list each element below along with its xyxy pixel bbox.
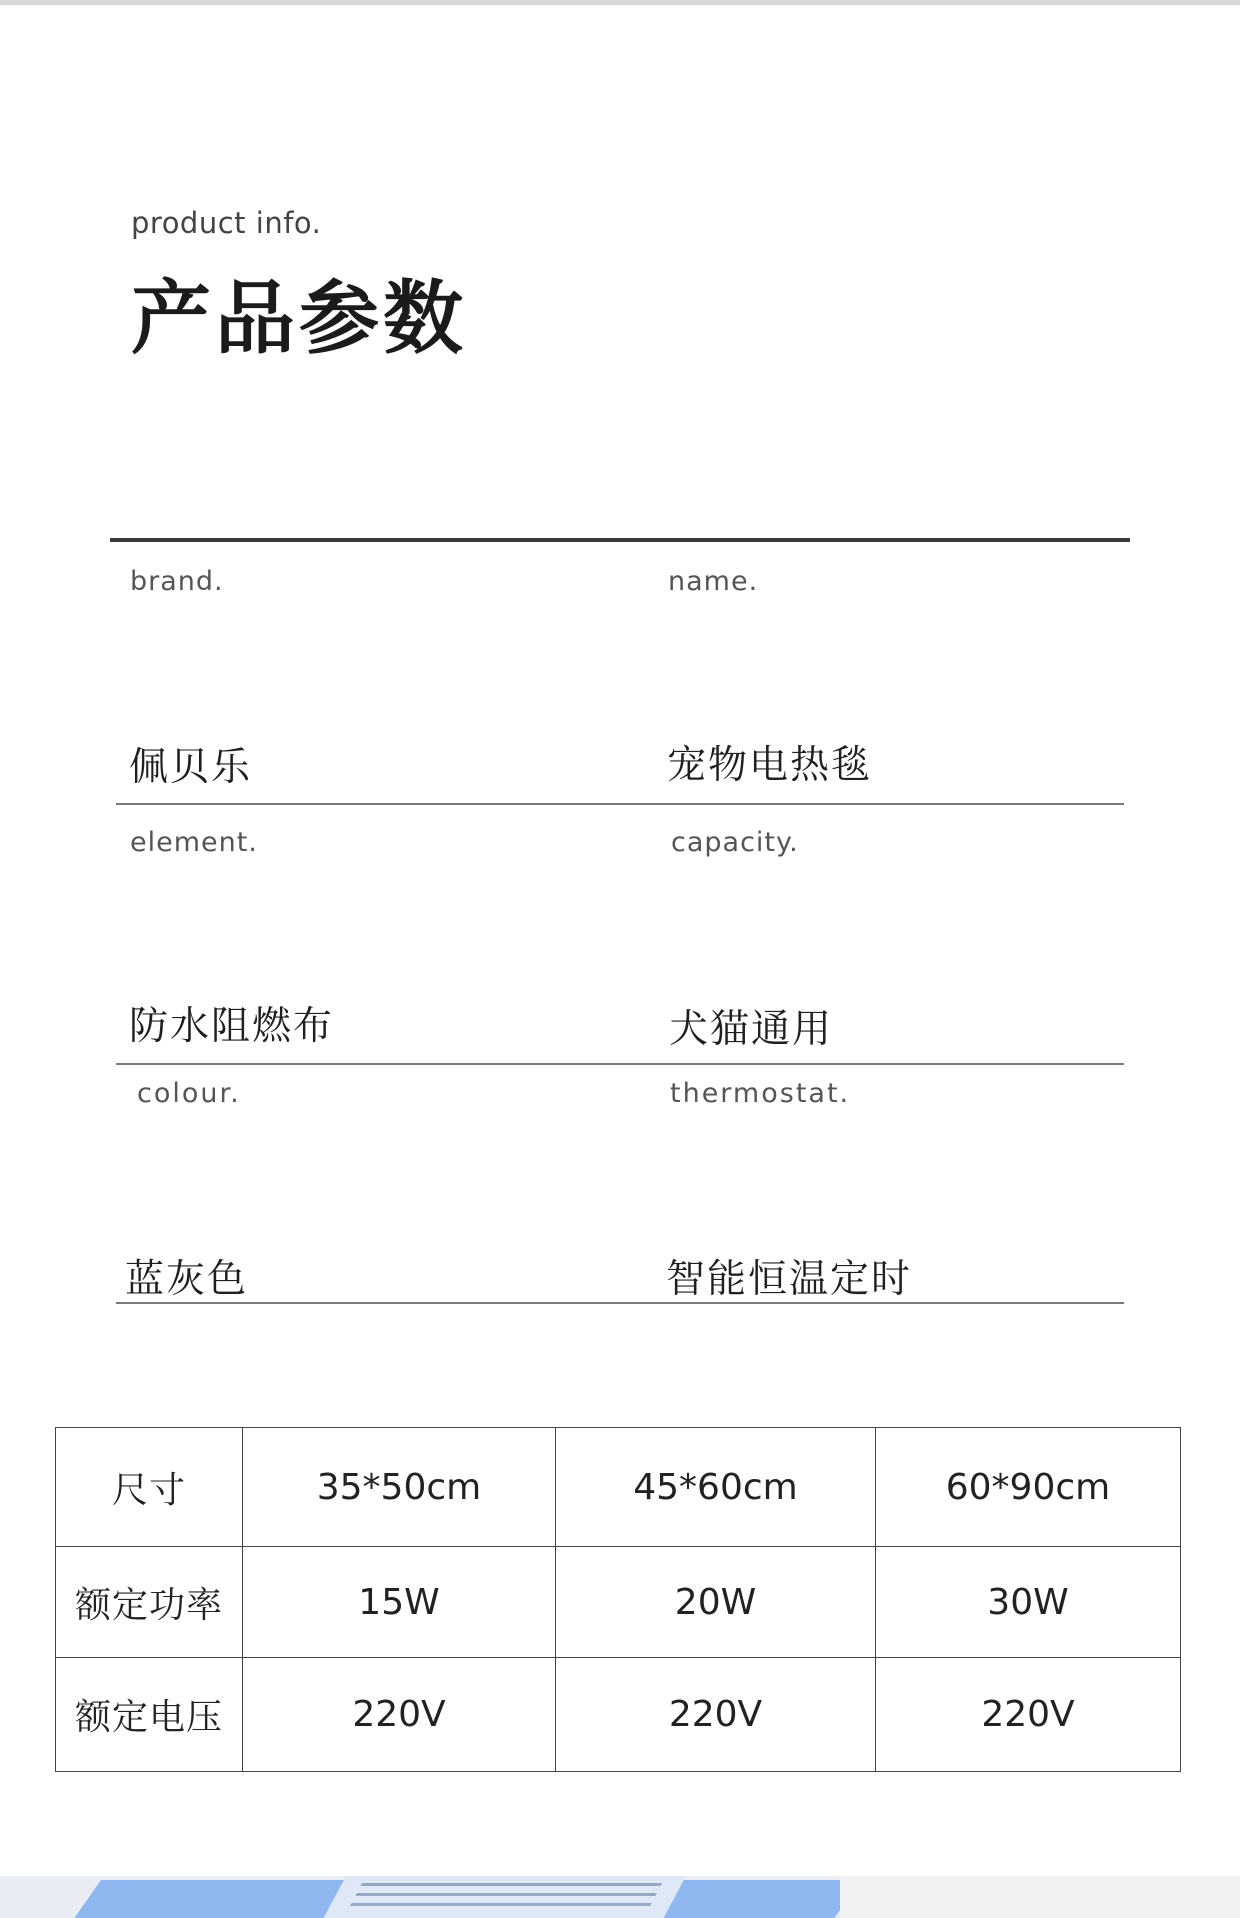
table-row xyxy=(56,1428,1181,1547)
table-row-header-size: 尺寸 xyxy=(56,1428,243,1547)
table-cell: 20W xyxy=(556,1547,876,1658)
table-row xyxy=(56,1658,1181,1772)
spec-value-name: 宠物电热毯 xyxy=(667,743,873,788)
spec-value-thermostat: 智能恒温定时 xyxy=(666,1257,913,1302)
table-row xyxy=(56,1547,1181,1658)
page-title: 产品参数 xyxy=(131,272,467,365)
spec-value-colour: 蓝灰色 xyxy=(125,1257,249,1302)
spec-row-rule xyxy=(116,803,1124,805)
table-cell: 30W xyxy=(876,1547,1181,1658)
spec-label-element: element. xyxy=(130,827,258,858)
table-cell: 45*60cm xyxy=(556,1428,876,1547)
table-row-header-voltage: 额定电压 xyxy=(56,1658,243,1772)
spec-value-brand: 佩贝乐 xyxy=(129,745,253,790)
fabric-photo xyxy=(840,1876,1240,1918)
spec-label-brand: brand. xyxy=(130,566,224,597)
spec-row-rule xyxy=(116,1302,1124,1304)
table-cell: 60*90cm xyxy=(876,1428,1181,1547)
table-cell: 220V xyxy=(556,1658,876,1772)
table-cell: 35*50cm xyxy=(243,1428,556,1547)
spec-table xyxy=(55,1427,1181,1772)
table-cell: 220V xyxy=(876,1658,1181,1772)
spec-label-name: name. xyxy=(668,566,759,597)
spec-label-capacity: capacity. xyxy=(671,827,799,858)
spec-value-element: 防水阻燃布 xyxy=(129,1004,335,1049)
table-row-header-power: 额定功率 xyxy=(56,1547,243,1658)
spec-label-thermostat: thermostat. xyxy=(670,1078,851,1109)
spec-top-rule xyxy=(110,538,1130,542)
spec-value-capacity: 犬猫通用 xyxy=(669,1007,834,1052)
page-subtitle: product info. xyxy=(131,206,322,240)
table-cell: 220V xyxy=(243,1658,556,1772)
spec-label-colour: colour. xyxy=(137,1078,241,1109)
table-cell: 15W xyxy=(243,1547,556,1658)
spec-row-rule xyxy=(116,1063,1124,1065)
product-photo-strip xyxy=(0,1876,1240,1918)
label-tag-photo xyxy=(314,1876,686,1918)
